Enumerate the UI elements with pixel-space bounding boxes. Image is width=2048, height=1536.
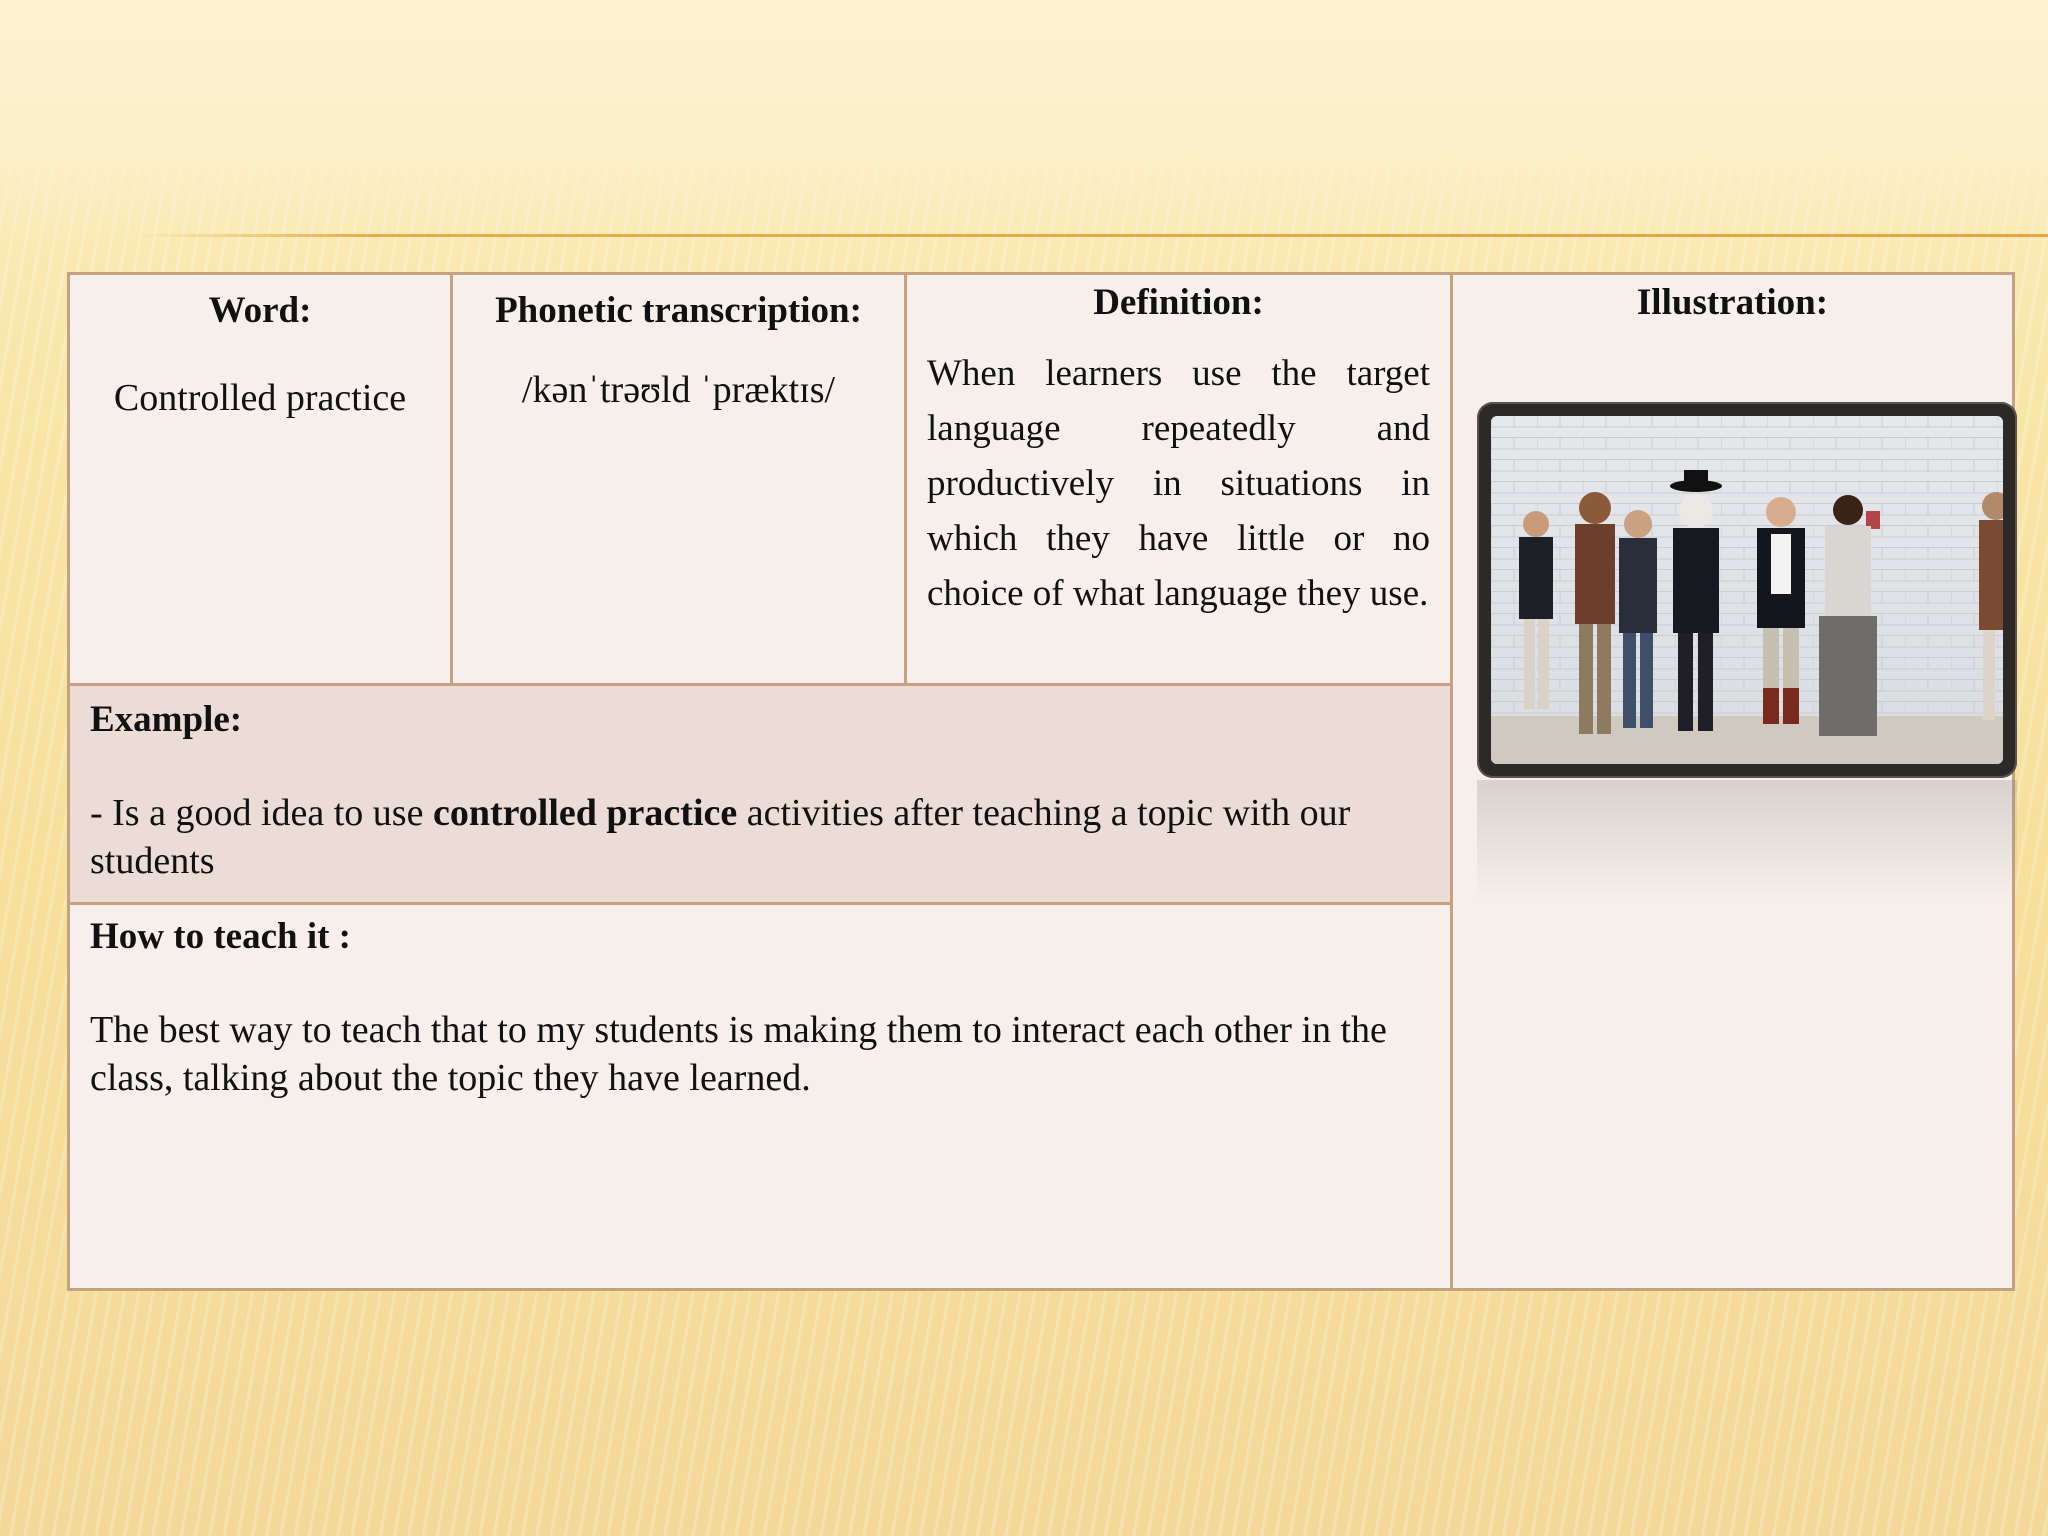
header-divider — [140, 234, 2048, 237]
definition-header: Definition: — [1093, 282, 1264, 323]
illustration-header: Illustration: — [1636, 282, 1829, 323]
word-cell — [70, 275, 450, 683]
example-suffix: activities after teaching a topic with our students — [90, 792, 1351, 882]
phonetic-value: /kənˈtrəʊld ˈpræktɪs/ — [521, 369, 836, 411]
definition-cell — [907, 275, 1450, 683]
illustration-photo — [1477, 402, 2017, 778]
example-prefix: - Is a good idea to use — [90, 792, 433, 834]
example-sentence — [90, 789, 1430, 885]
example-cell — [70, 686, 1450, 902]
how-to-teach-cell — [70, 905, 1450, 1288]
how-to-teach-text: The best way to teach that to my students is making them to interact each other in the class, talking about the topic they have learned. — [90, 1009, 1387, 1099]
title-area — [0, 0, 2048, 240]
how-to-teach-label: How to teach it : — [90, 916, 351, 957]
costumed-students-image — [1491, 416, 2003, 764]
word-value: Controlled practice — [113, 377, 407, 419]
example-highlight: controlled practice — [432, 792, 738, 834]
definition-text: When learners use the target language repeatedly and productively in situations in which they have little or no choice of what language they use. — [927, 353, 1430, 614]
photo-reflection — [1477, 780, 2017, 900]
phonetic-cell — [453, 275, 904, 683]
phonetic-header: Phonetic transcription: — [495, 290, 862, 331]
example-label: Example: — [90, 699, 243, 740]
word-header: Word: — [208, 290, 312, 331]
